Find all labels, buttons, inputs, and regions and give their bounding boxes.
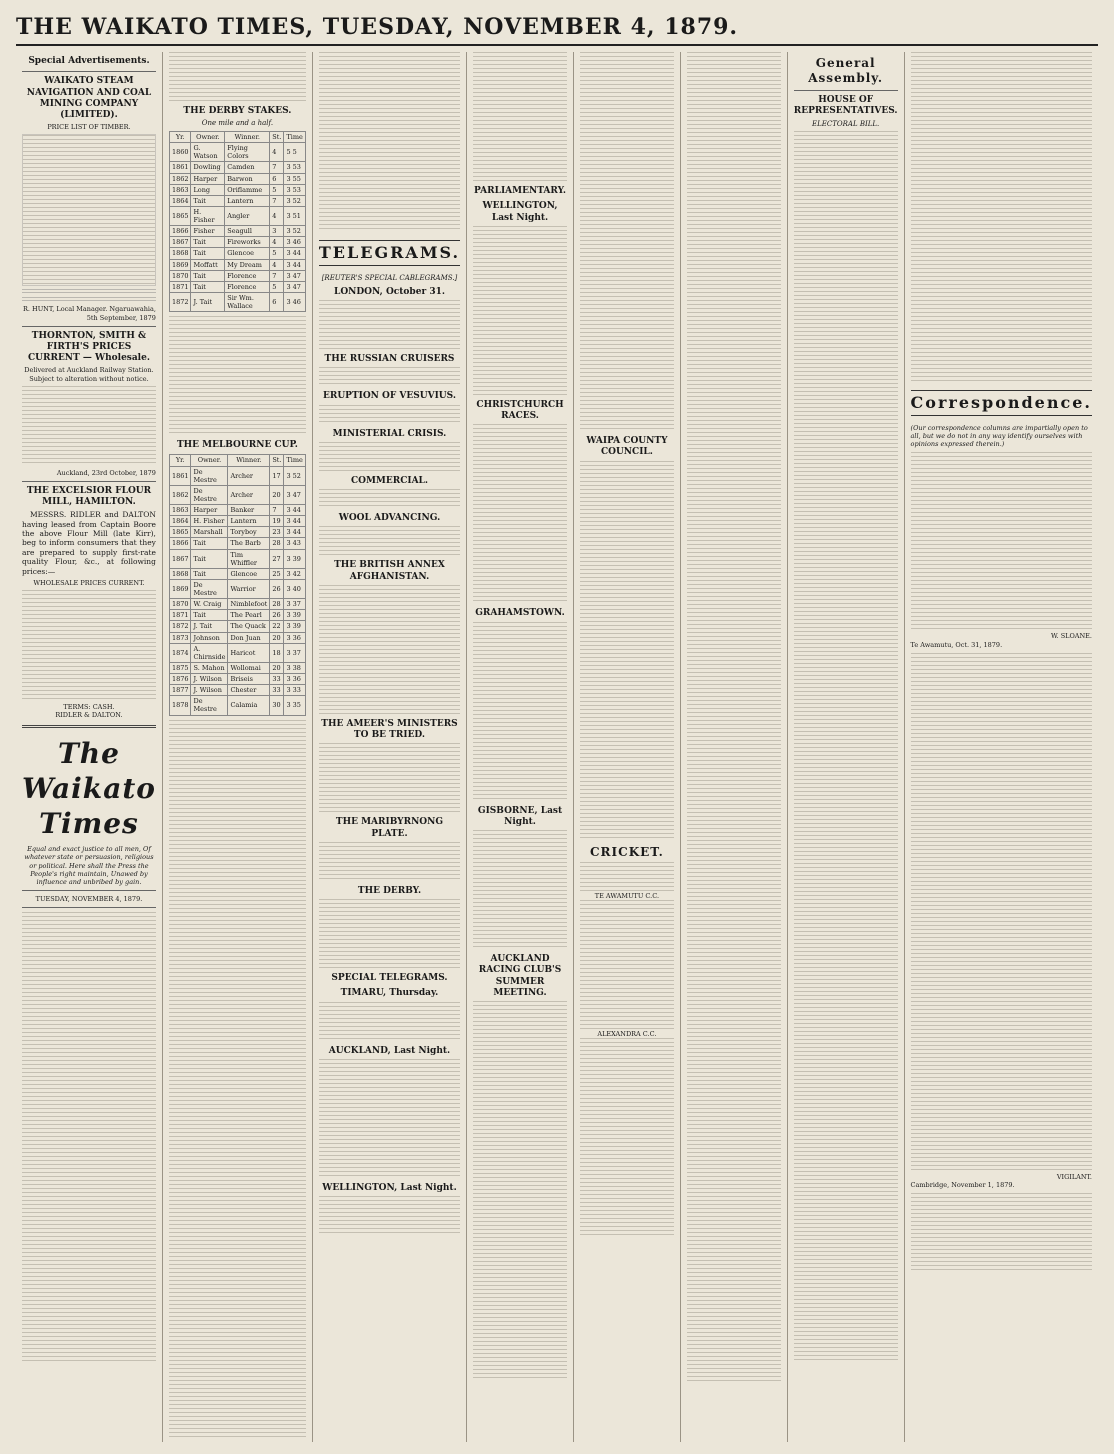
table-cell: 1871 [169,281,191,292]
table-cell: 1876 [169,674,191,685]
table-cell: Dowling [191,162,225,173]
table-cell: Barwon [225,173,270,184]
table-cell: Florence [225,281,270,292]
cup-row [169,549,305,568]
timaru: TIMARU, Thursday. [340,988,439,999]
table-cell: 3 51 [284,206,305,225]
table-cell: The Pearl [228,610,270,621]
christchurch-races: CHRISTCHURCH RACES. [476,399,564,421]
derby-table [169,131,306,312]
table-cell: My Dream [225,259,270,270]
derby-row [169,184,305,195]
table-cell: Haricot [228,643,270,662]
table-cell: 3 42 [284,568,305,579]
table-cell: 1863 [169,184,191,195]
dateline: TUESDAY, NOVEMBER 4, 1879. [35,894,143,903]
telegrams-heading: TELEGRAMS. [319,240,460,266]
wool: WOOL ADVANCING. [338,513,441,523]
table-cell: Nimblefoot [228,599,270,610]
table-cell: De Mestre [191,466,228,485]
terms-cash: TERMS: CASH. [63,703,115,711]
table-cell: 4 [270,237,284,248]
table-cell: 22 [270,621,284,632]
table-cell: 3 37 [284,643,305,662]
cup-row [169,579,305,598]
table-header: Winner. [228,455,270,466]
table-cell: 3 35 [284,696,305,715]
column-grid [16,52,1098,1442]
table-cell: 4 [270,259,284,270]
cup-row [169,621,305,632]
column-2 [162,52,312,1442]
table-cell: 1866 [169,226,191,237]
masthead-title: THE WAIKATO TIMES, TUESDAY, NOVEMBER 4, 1879. [16,14,739,40]
cup-row [169,685,305,696]
table-cell: De Mestre [191,579,228,598]
table-header: St. [270,455,284,466]
table-cell: 3 39 [284,621,305,632]
derby-row [169,259,305,270]
table-cell: Fireworks [225,237,270,248]
table-cell: 23 [270,527,284,538]
table-cell: 3 46 [284,237,305,248]
cup-row [169,610,305,621]
column-7 [787,52,904,1442]
table-cell: 1865 [169,206,191,225]
table-cell: Harper [191,505,228,516]
wholesale-heading: WHOLESALE PRICES CURRENT. [33,578,145,587]
table-cell: 3 38 [284,662,305,673]
table-cell: Tait [191,610,228,621]
table-cell: 33 [270,674,284,685]
table-cell: Tait [191,549,228,568]
table-cell: 33 [270,685,284,696]
table-cell: 6 [270,292,284,311]
sloane-signature: W. SLOANE. [1051,632,1092,641]
alexandra-cc: ALEXANDRA C.C. [597,1029,657,1038]
cricket-heading: CRICKET. [590,844,664,859]
table-cell: 3 33 [284,685,305,696]
electoral-bill: ELECTORAL BILL. [812,119,880,128]
table-cell: H. Fisher [191,206,225,225]
melbourne-cup-title: THE MELBOURNE CUP. [176,440,298,451]
table-cell: 1869 [169,579,191,598]
table-cell: Sir Wm. Wallace [225,292,270,311]
table-cell: 1864 [169,195,191,206]
table-cell: Tait [191,281,225,292]
table-cell: 1872 [169,621,191,632]
auckland-date: Auckland, 23rd October, 1879 [56,468,156,477]
derby-row [169,173,305,184]
table-cell: 1860 [169,143,191,162]
derby-sub: One mile and a half. [201,119,274,128]
column-4 [466,52,573,1442]
table-cell: 1863 [169,505,191,516]
table-cell: 3 36 [284,632,305,643]
table-cell: 1873 [169,632,191,643]
table-cell: 1871 [169,610,191,621]
table-header: Time [284,455,305,466]
table-cell: Briseis [228,674,270,685]
cup-row [169,674,305,685]
table-cell: Johnson [191,632,228,643]
cup-row [169,696,305,715]
table-cell: Glencoe [225,248,270,259]
table-cell: 1867 [169,549,191,568]
table-cell: 1861 [169,466,191,485]
cup-row [169,516,305,527]
table-cell: 1877 [169,685,191,696]
table-cell: 1872 [169,292,191,311]
table-cell: 25 [270,568,284,579]
table-cell: Chester [228,685,270,696]
table-cell: Tait [191,270,225,281]
table-cell: 7 [270,195,284,206]
table-cell: 3 37 [284,599,305,610]
table-cell: 3 52 [284,226,305,237]
table-cell: 1862 [169,173,191,184]
cup-notes [169,316,306,436]
table-header: Time [284,132,305,143]
table-cell: Lantern [228,516,270,527]
table-cell: Archer [228,485,270,504]
table-cell: Fisher [191,226,225,237]
table-cell: 20 [270,662,284,673]
the-derby: THE DERBY. [357,885,422,896]
table-cell: J. Wilson [191,685,228,696]
table-cell: 3 44 [284,505,305,516]
table-cell: Wollomai [228,662,270,673]
cup-row [169,643,305,662]
table-header: Winner. [225,132,270,143]
table-cell: 1866 [169,538,191,549]
cup-row [169,662,305,673]
table-cell: 4 [270,206,284,225]
derby-row [169,237,305,248]
table-cell: 1867 [169,237,191,248]
table-cell: 4 [270,143,284,162]
table-cell: 1868 [169,568,191,579]
table-cell: S. Mahon [191,662,228,673]
table-cell: 17 [270,466,284,485]
column-6 [680,52,787,1442]
table-cell: De Mestre [191,485,228,504]
table-cell: De Mestre [191,696,228,715]
table-cell: Harper [191,173,225,184]
parliamentary: PARLIAMENTARY. [474,186,566,196]
gisborne: GISBORNE, Last Night. [477,805,563,827]
table-cell: Archer [228,466,270,485]
derby-row [169,195,305,206]
wellington-last-night: WELLINGTON, Last Night. [482,201,558,223]
table-cell: 18 [270,643,284,662]
steam-nav-ad: WAIKATO STEAM NAVIGATION AND COAL MINING COMPANY (LIMITED). [26,76,152,120]
table-cell: Lantern [225,195,270,206]
table-cell: Angler [225,206,270,225]
derby-row [169,226,305,237]
table-cell: 7 [270,270,284,281]
table-cell: 1861 [169,162,191,173]
table-cell: J. Wilson [191,674,228,685]
table-cell: 1878 [169,696,191,715]
newspaper-flag: The Waikato Times [22,737,156,841]
table-cell: The Quack [228,621,270,632]
table-cell: Banker [228,505,270,516]
price-table [22,134,156,286]
cup-row [169,485,305,504]
russian-cruisers: THE RUSSIAN CRUISERS [324,354,455,364]
table-cell: 3 53 [284,162,305,173]
column-5 [573,52,680,1442]
table-cell: 3 44 [284,527,305,538]
table-cell: Tait [191,538,228,549]
table-cell: 3 44 [284,259,305,270]
table-cell: 3 44 [284,248,305,259]
table-cell: 3 43 [284,538,305,549]
table-cell: 26 [270,610,284,621]
table-cell: 6 [270,173,284,184]
table-cell: 3 55 [284,173,305,184]
table-header: Yr. [169,455,191,466]
table-cell: Tait [191,237,225,248]
masthead [16,14,1098,46]
leader-article [22,912,156,1362]
waipa-county-council: WAIPA COUNTY COUNCIL. [586,436,668,458]
table-cell: 3 39 [284,610,305,621]
delivered-note: Delivered at Auckland Railway Station. Subject to alteration without notice. [24,366,154,383]
afghanistan: THE BRITISH ANNEX AFGHANISTAN. [334,560,445,582]
cup-table [169,454,306,715]
reuters-note: [REUTER'S SPECIAL CABLEGRAMS.] [321,274,458,282]
table-cell: 1865 [169,527,191,538]
derby-row [169,248,305,259]
cambridge-date: Cambridge, November 1, 1879. [910,1180,1015,1189]
table-cell: Calamia [228,696,270,715]
table-cell: Tait [191,568,228,579]
table-cell: 3 47 [284,270,305,281]
derby-row [169,162,305,173]
ridler-dalton: RIDLER & DALTON. [55,711,123,720]
table-cell: 30 [270,696,284,715]
motto: Equal and exact justice to all men, Of whatever state or persuasion, religious or political. Here shall the Press the People's right maintain, Unawed by influence and unbribed by gain. [24,845,154,886]
thornton-prices [22,386,156,466]
derby-title: THE DERBY STAKES. [183,106,292,116]
table-cell: 3 39 [284,549,305,568]
table-cell: 3 52 [284,195,305,206]
table-cell: 1868 [169,248,191,259]
table-cell: 1869 [169,259,191,270]
pricelist-heading: PRICE LIST OF TIMBER. [47,123,131,132]
table-cell: Flying Colors [225,143,270,162]
vesuvius: ERUPTION OF VESUVIUS. [322,391,456,402]
london-heading: LONDON, October 31. [333,286,445,297]
table-cell: Warrior [228,579,270,598]
table-cell: The Barb [228,538,270,549]
wellington: WELLINGTON, Last Night. [322,1182,457,1193]
local-news [169,720,306,1440]
thornton-ad: THORNTON, SMITH & FIRTH'S PRICES CURRENT — Wholesale. [27,330,150,364]
table-cell: Tait [191,195,225,206]
table-cell: Glencoe [228,568,270,579]
ministerial-crisis: MINISTERIAL CRISIS. [332,428,447,439]
table-header: Owner. [191,132,225,143]
table-cell: 7 [270,162,284,173]
table-cell: Marshall [191,527,228,538]
table-cell: Camden [225,162,270,173]
correspondence-note: (Our correspondence columns are impartially open to all, but we do not in any way identify ourselves with opinions expressed therein.) [910,424,1088,449]
table-cell: J. Tait [191,621,228,632]
table-cell: 1870 [169,599,191,610]
table-cell: 28 [270,599,284,610]
cup-row [169,538,305,549]
cup-row [169,632,305,643]
table-cell: W. Craig [191,599,228,610]
col3-top-text [319,52,460,232]
table-cell: 20 [270,485,284,504]
table-cell: Florence [225,270,270,281]
cup-row [169,527,305,538]
racing-intro [169,52,306,102]
derby-row [169,143,305,162]
table-cell: 3 47 [284,485,305,504]
table-cell: A. Chirnside [191,643,228,662]
special-telegrams: SPECIAL TELEGRAMS. [331,973,448,983]
table-cell: Tim Whiffler [228,549,270,568]
auckland: AUCKLAND, Last Night. [328,1045,451,1056]
derby-row [169,281,305,292]
table-cell: 20 [270,632,284,643]
cup-row [169,505,305,516]
te-awamutu-date: Te Awamutu, Oct. 31, 1879. [910,640,1003,649]
table-cell: 1864 [169,516,191,527]
table-header: Yr. [169,132,191,143]
table-cell: 3 53 [284,184,305,195]
wholesale-table [22,590,156,700]
table-cell: Toryboy [228,527,270,538]
column-8 [904,52,1098,1442]
table-cell: H. Fisher [191,516,228,527]
table-cell: J. Tait [191,292,225,311]
derby-row [169,270,305,281]
table-cell: Oriflamme [225,184,270,195]
table-cell: 26 [270,579,284,598]
table-cell: 3 [270,226,284,237]
column-1 [16,52,162,1442]
te-awamutu-cc: TE AWAMUTU C.C. [594,891,660,900]
table-cell: Seagull [225,226,270,237]
table-cell: G. Watson [191,143,225,162]
maribyrnong-plate: THE MARIBYRNONG PLATE. [335,817,444,839]
table-cell: 1875 [169,662,191,673]
table-cell: Tait [191,248,225,259]
table-cell: 5 5 [284,143,305,162]
house-of-reps: HOUSE OF REPRESENTATIVES. [793,95,898,117]
cup-row [169,466,305,485]
general-assembly: General Assembly. [808,56,884,85]
table-cell: 7 [270,505,284,516]
excelsior-text: MESSRS. RIDLER and DALTON having leased from Captain Boore the above Flour Mill (late Kirr), beg to inform consumers that they are prepared to supply first-rate quality Flour, &c., at following prices:— [22,510,156,576]
table-header: Owner. [191,455,228,466]
column-3 [312,52,466,1442]
table-cell: 5 [270,281,284,292]
table-cell: 3 36 [284,674,305,685]
table-cell: 1874 [169,643,191,662]
table-cell: 19 [270,516,284,527]
table-cell: 3 44 [284,516,305,527]
table-header: St. [270,132,284,143]
table-cell: Long [191,184,225,195]
table-cell: 5 [270,184,284,195]
table-cell: 3 52 [284,466,305,485]
table-cell: Don Juan [228,632,270,643]
vigilant-signature: VIGILANT. [1056,1172,1092,1181]
correspondence-heading: Correspondence. [911,390,1092,416]
table-cell: 3 40 [284,579,305,598]
table-cell: Moffatt [191,259,225,270]
table-cell: 1862 [169,485,191,504]
cup-row [169,568,305,579]
table-cell: 28 [270,538,284,549]
cup-row [169,599,305,610]
derby-row [169,292,305,311]
hunt-signature: R. HUNT, Local Manager. Ngaruawahia, 5th September, 1879 [23,305,156,322]
grahamstown: GRAHAMSTOWN. [475,608,565,619]
table-cell: 3 46 [284,292,305,311]
table-cell: 27 [270,549,284,568]
table-cell: 1870 [169,270,191,281]
commercial: COMMERCIAL. [350,475,429,486]
auckland-racing-club: AUCKLAND RACING CLUB'S SUMMER MEETING. [478,954,562,998]
ameer-ministers: THE AMEER'S MINISTERS TO BE TRIED. [321,718,458,740]
table-cell: 3 47 [284,281,305,292]
derby-row [169,206,305,225]
ads-heading: Special Advertisements. [28,56,150,66]
excelsior-heading: THE EXCELSIOR FLOUR MILL, HAMILTON. [26,485,152,507]
table-cell: 5 [270,248,284,259]
